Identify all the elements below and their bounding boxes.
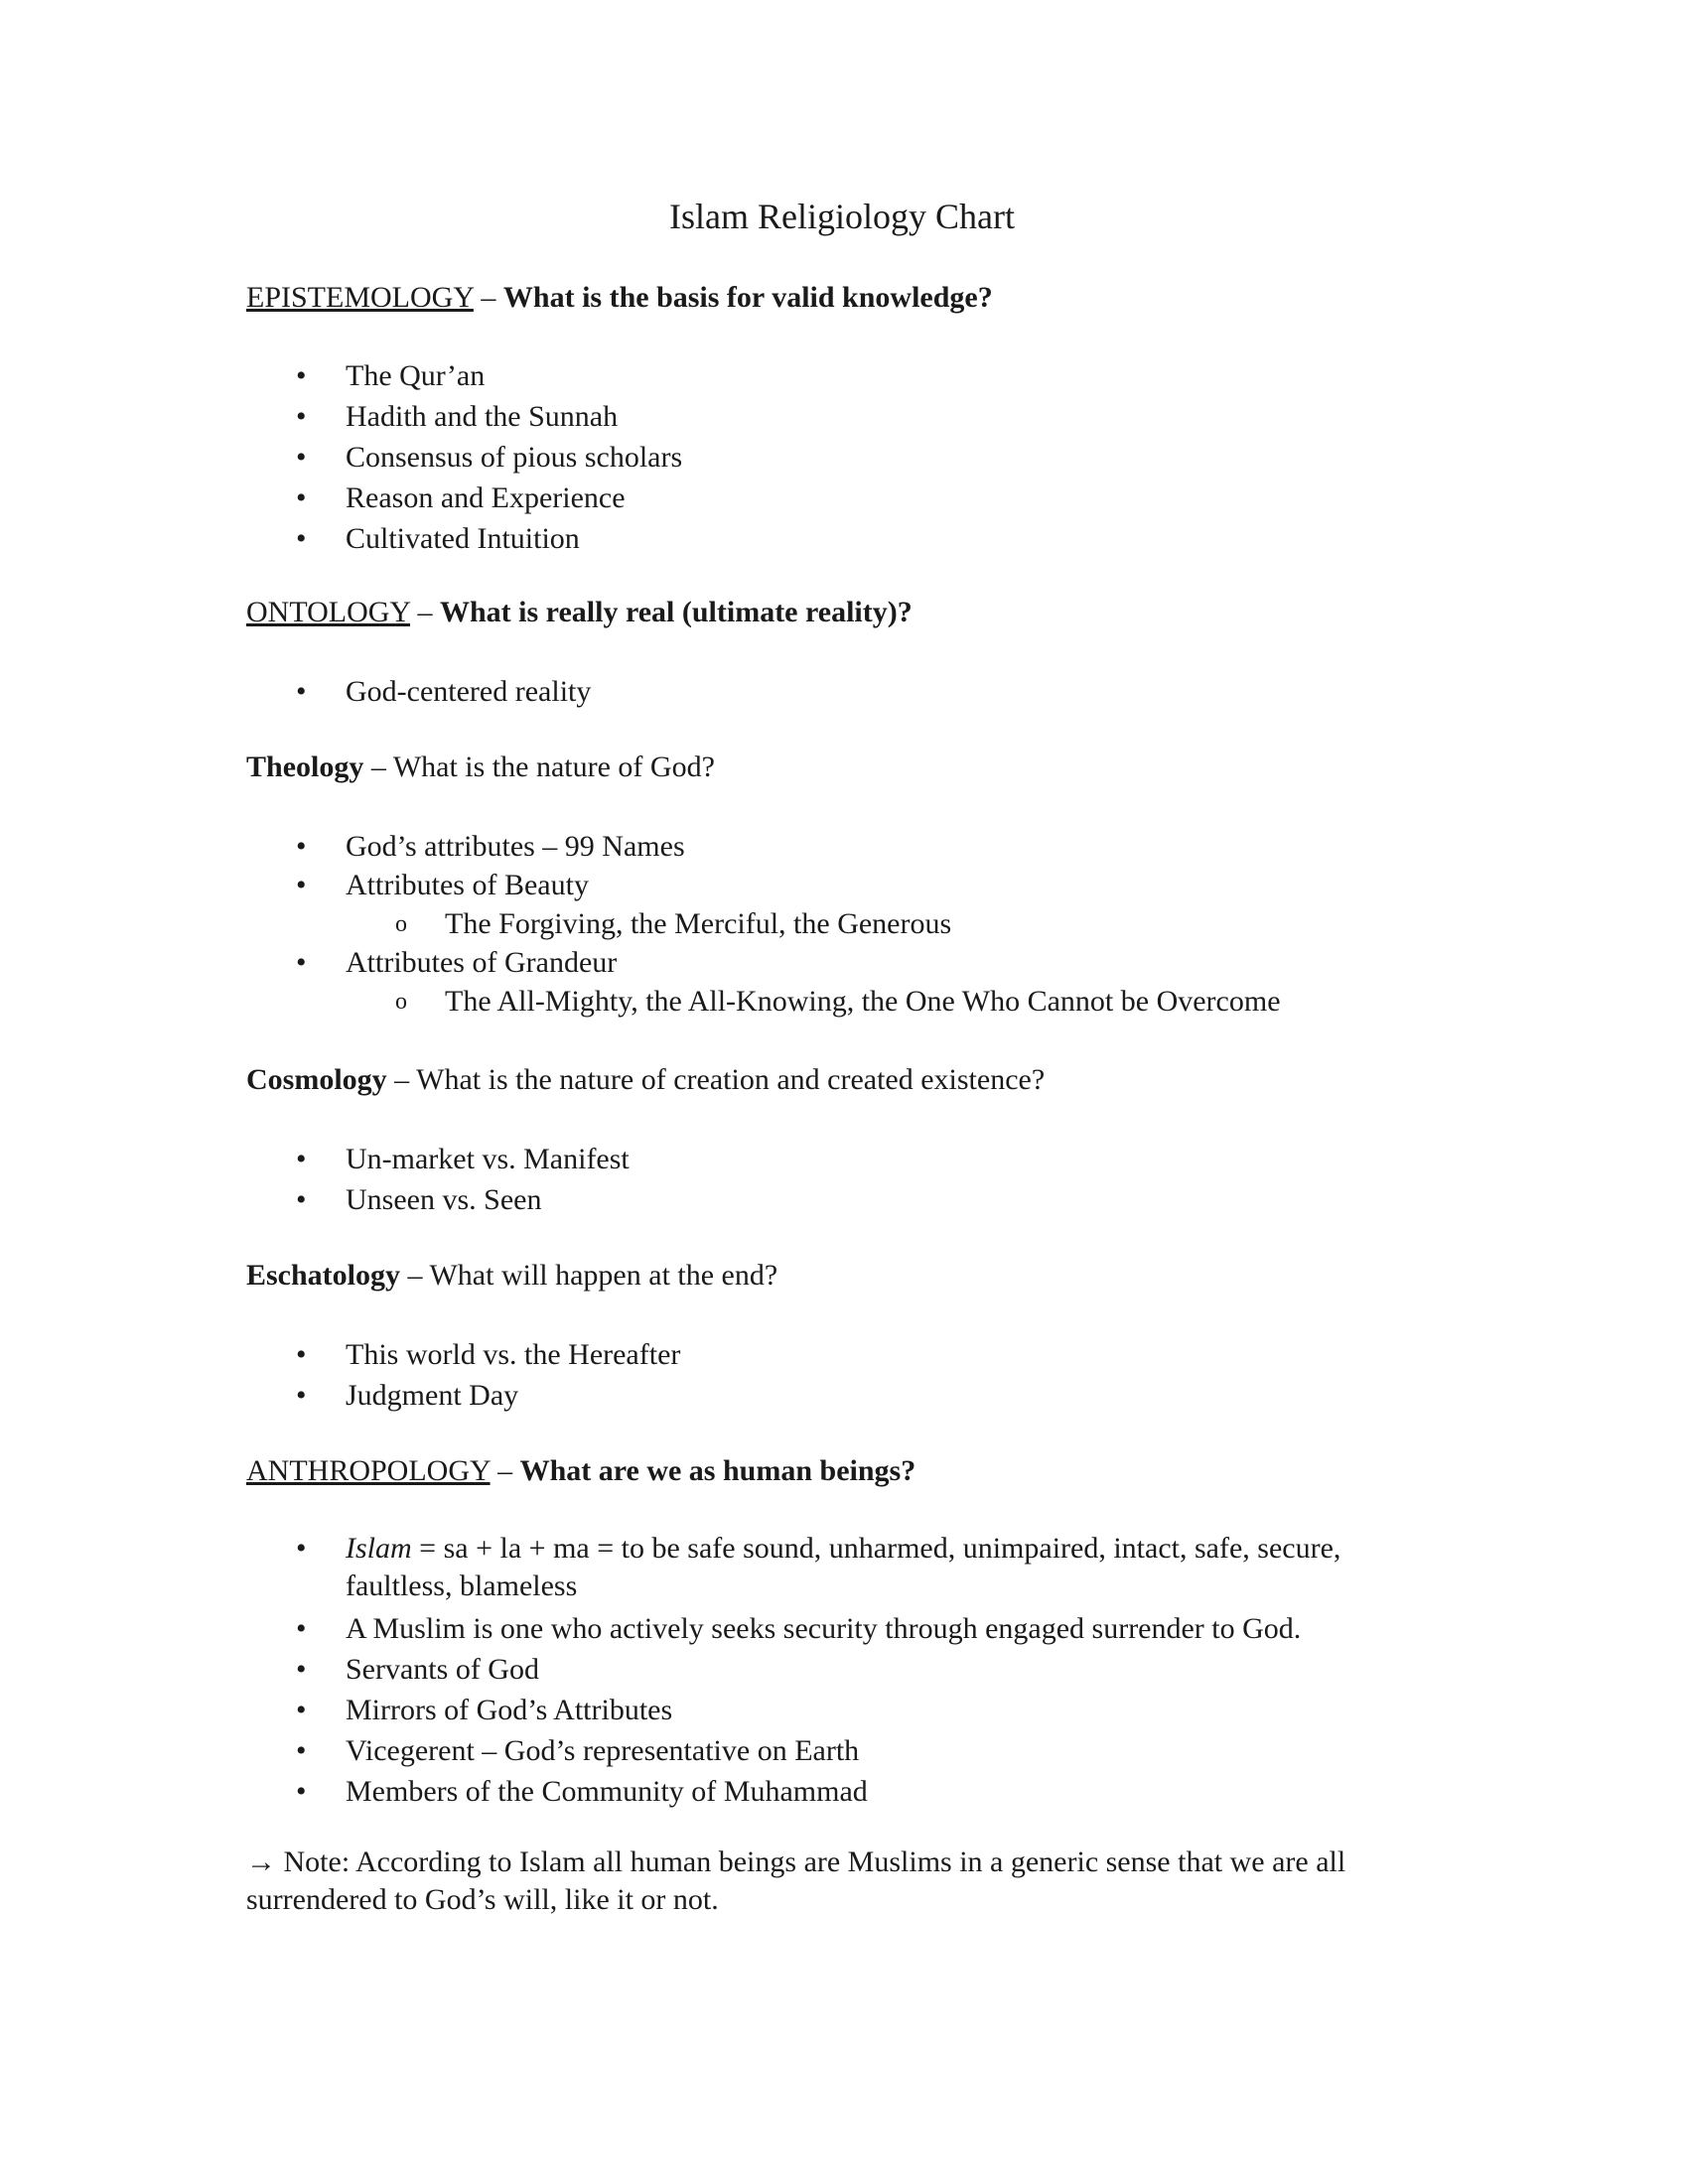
eschatology-question: What will happen at the end? bbox=[429, 1259, 778, 1292]
epistemology-question: What is the basis for valid knowledge? bbox=[502, 281, 993, 314]
theology-question: What is the nature of God? bbox=[392, 751, 715, 783]
cosmology-list bbox=[246, 1139, 630, 1220]
anthropology-heading bbox=[246, 1451, 915, 1491]
list-item bbox=[246, 1530, 1418, 1605]
eschatology-heading bbox=[246, 1256, 777, 1296]
sub-list-item: o The Forgiving, the Merciful, the Generous bbox=[246, 904, 1281, 944]
list-item: • Reason and Experience bbox=[246, 478, 682, 518]
anthropology-sep: – bbox=[490, 1454, 520, 1487]
islam-definition: = sa + la + ma = to be safe sound, unharmed, unimpaired, intact, safe, secure, faultless, blameless bbox=[346, 1532, 1341, 1602]
islam-word: Islam bbox=[346, 1532, 412, 1565]
list-item: • Servants of God bbox=[246, 1649, 1418, 1690]
epistemology-list bbox=[246, 355, 682, 559]
list-item: • Unseen vs. Seen bbox=[246, 1179, 630, 1220]
anthropology-question: What are we as human beings? bbox=[519, 1454, 916, 1487]
list-item: • Members of the Community of Muhammad bbox=[246, 1771, 1418, 1812]
ontology-sep: – bbox=[410, 596, 440, 628]
eschatology-sep: – bbox=[400, 1259, 430, 1292]
ontology-list bbox=[246, 671, 591, 712]
list-item: • Attributes of Grandeur bbox=[246, 944, 1281, 982]
list-item: • God’s attributes – 99 Names bbox=[246, 826, 1281, 867]
epistemology-label: EPISTEMOLOGY bbox=[246, 281, 474, 314]
list-item: • Judgment Day bbox=[246, 1375, 680, 1416]
page-title: Islam Religiology Chart bbox=[669, 197, 1015, 236]
theology-label: Theology bbox=[246, 751, 364, 783]
sub-list-item: o The All-Mighty, the All-Knowing, the One Who Cannot be Overcome bbox=[246, 982, 1281, 1022]
cosmology-sep: – bbox=[386, 1063, 417, 1096]
cosmology-question: What is the nature of creation and created existence? bbox=[416, 1063, 1046, 1096]
list-item: • Cultivated Intuition bbox=[246, 518, 682, 559]
ontology-label: ONTOLOGY bbox=[246, 596, 410, 628]
list-item: • God-centered reality bbox=[246, 671, 591, 712]
list-item: • Hadith and the Sunnah bbox=[246, 396, 682, 437]
closing-note: → Note: According to Islam all human beings are Muslims in a generic sense that we are all surrendered to God’s will, like it or not. bbox=[246, 1845, 1346, 1916]
eschatology-label: Eschatology bbox=[246, 1259, 401, 1292]
ontology-question: What is really real (ultimate reality)? bbox=[440, 596, 913, 628]
eschatology-list bbox=[246, 1334, 680, 1416]
epistemology-heading bbox=[246, 278, 993, 318]
epistemology-sep: – bbox=[473, 281, 503, 314]
theology-heading bbox=[246, 748, 715, 787]
cosmology-label: Cosmology bbox=[246, 1063, 387, 1096]
list-item: • A Muslim is one who actively seeks security through engaged surrender to God. bbox=[246, 1608, 1418, 1649]
list-item: • Un-market vs. Manifest bbox=[246, 1139, 630, 1179]
ontology-heading bbox=[246, 593, 913, 632]
list-item: • Consensus of pious scholars bbox=[246, 437, 682, 478]
anthropology-label: ANTHROPOLOGY bbox=[246, 1454, 491, 1487]
list-item: • The Qur’an bbox=[246, 355, 682, 396]
list-item: • Attributes of Beauty bbox=[246, 867, 1281, 904]
anthropology-list bbox=[246, 1530, 1418, 1812]
theology-list bbox=[246, 826, 1281, 1022]
list-item: • Vicegerent – God’s representative on Earth bbox=[246, 1730, 1418, 1771]
list-item: • Mirrors of God’s Attributes bbox=[246, 1690, 1418, 1730]
theology-sep: – bbox=[363, 751, 393, 783]
cosmology-heading bbox=[246, 1060, 1045, 1100]
list-item: • This world vs. the Hereafter bbox=[246, 1334, 680, 1375]
